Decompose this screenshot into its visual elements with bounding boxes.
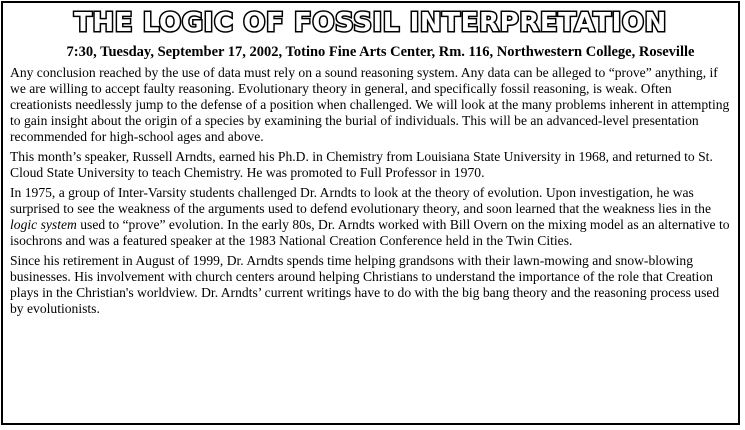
flyer-frame	[1, 1, 740, 425]
flyer-body	[10, 65, 734, 321]
paragraph-speaker-bio: This month’s speaker, Russell Arndts, earned his Ph.D. in Chemistry from Louisiana State University in 1968, and returned to St. Cloud State University to teach Chemistry. He was promoted to Full Professor in 1970.	[10, 149, 713, 180]
event-details: 7:30, Tuesday, September 17, 2002, Totino Fine Arts Center, Rm. 116, Northwestern College, Roseville	[66, 44, 695, 60]
paragraph-background-emphasis: logic system	[10, 217, 77, 232]
paragraph-overview: Any conclusion reached by the use of data must rely on a sound reasoning system. Any data can be alleged to “prove” anything, if we are willing to accept faulty reasoning. Evolutionary theory in general, and specifically fossil reasoning, is weak. Often creationists needlessly jump to the defense of a position when challenged. We will look at the many problems inherent in attempting to gain insight about the origin of a species by examining the burial of individuals. This will be an advanced-level presentation recommended for high-school ages and above.	[10, 65, 730, 144]
paragraph-background-text-2: used to “prove” evolution. In the early 80s, Dr. Arndts worked with Bill Overn on the mixing model as an alternative to isochrons and was a featured speaker at the 1983 National Creation Conference held in the Twin Cities.	[10, 217, 730, 248]
paragraph-background-text-1: In 1975, a group of Inter-Varsity students challenged Dr. Arndts to look at the theory of evolution. Upon investigation, he was surprised to see the weakness of the arguments used to defend evolutionary theory, and soon learned that the weakness lies in the	[10, 185, 712, 216]
paragraph-background	[10, 185, 734, 249]
paragraph-retirement: Since his retirement in August of 1999, Dr. Arndts spends time helping grandsons with their lawn-mowing and snow-blowing businesses. His involvement with church centers around helping Christians to understand the importance of the role that Creation plays in the Christian's worldview. Dr. Arndts’ current writings have to do with the big bang theory and the reasoning process used by evolutionists.	[10, 253, 720, 316]
flyer-title: THE LOGIC OF FOSSIL INTERPRETATION	[74, 8, 667, 38]
